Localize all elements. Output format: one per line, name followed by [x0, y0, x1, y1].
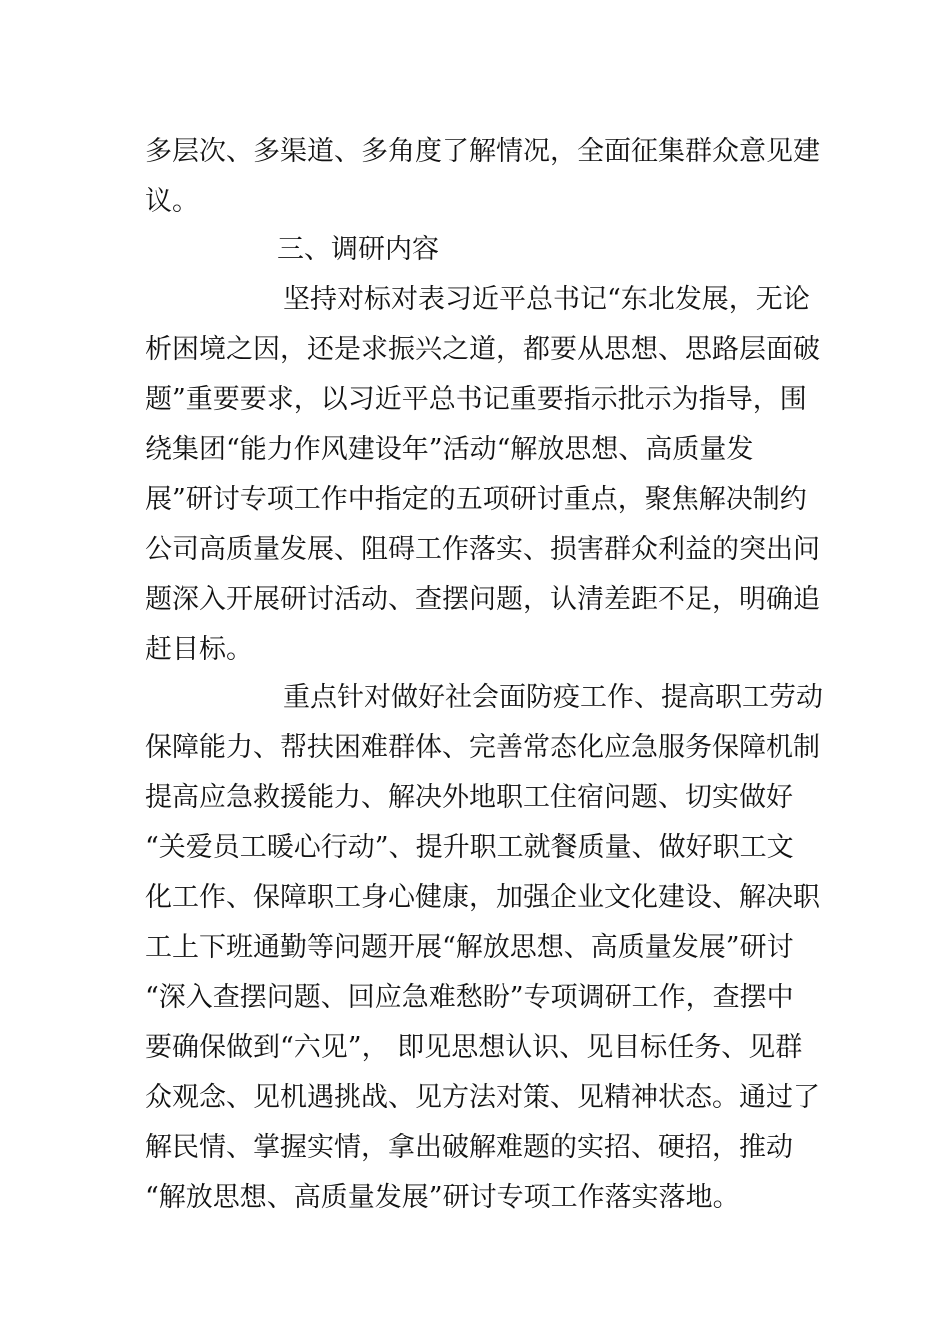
- text-line: 题深入开展研讨活动、查摆问题，认清差距不足，明确追: [145, 584, 820, 615]
- text-line: 赶目标。: [145, 634, 253, 665]
- text-line: 保障能力、帮扶困难群体、完善常态化应急服务保障机制: [145, 732, 820, 763]
- paragraph-first-line: 重点针对做好社会面防疫工作、提高职工劳动: [283, 682, 823, 713]
- text-line: “深入查摆问题、回应急难愁盼”专项调研工作，查摆中: [145, 982, 794, 1013]
- text-line: “解放思想、高质量发展”研讨专项工作落实落地。: [145, 1182, 740, 1213]
- paragraph-first-line: 坚持对标对表习近平总书记“东北发展，无论: [283, 284, 810, 315]
- text-line: 解民情、掌握实情，拿出破解难题的实招、硬招，推动: [145, 1132, 793, 1163]
- text-line: 题”重要要求，以习近平总书记重要指示批示为指导，围: [145, 384, 807, 415]
- text-line: 化工作、保障职工身心健康，加强企业文化建设、解决职: [145, 882, 820, 913]
- text-line: 析困境之因，还是求振兴之道，都要从思想、思路层面破: [145, 334, 820, 365]
- section-heading: 三、调研内容: [277, 234, 439, 265]
- text-line: “关爱员工暖心行动”、提升职工就餐质量、做好职工文: [145, 832, 794, 863]
- text-line: 工上下班通勤等问题开展“解放思想、高质量发展”研讨: [145, 932, 794, 963]
- text-line: 要确保做到“六见”， 即见思想认识、见目标任务、见群: [145, 1032, 803, 1063]
- text-line: 展”研讨专项工作中指定的五项研讨重点，聚焦解决制约: [145, 484, 807, 515]
- text-line: 提高应急救援能力、解决外地职工住宿问题、切实做好: [145, 782, 793, 813]
- text-line: 多层次、多渠道、多角度了解情况，全面征集群众意见建: [145, 136, 820, 167]
- text-line: 绕集团“能力作风建设年”活动“解放思想、高质量发: [145, 434, 754, 465]
- text-line: 众观念、见机遇挑战、见方法对策、见精神状态。通过了: [145, 1082, 820, 1113]
- text-line: 议。: [145, 186, 199, 217]
- text-line: 公司高质量发展、阻碍工作落实、损害群众利益的突出问: [145, 534, 820, 565]
